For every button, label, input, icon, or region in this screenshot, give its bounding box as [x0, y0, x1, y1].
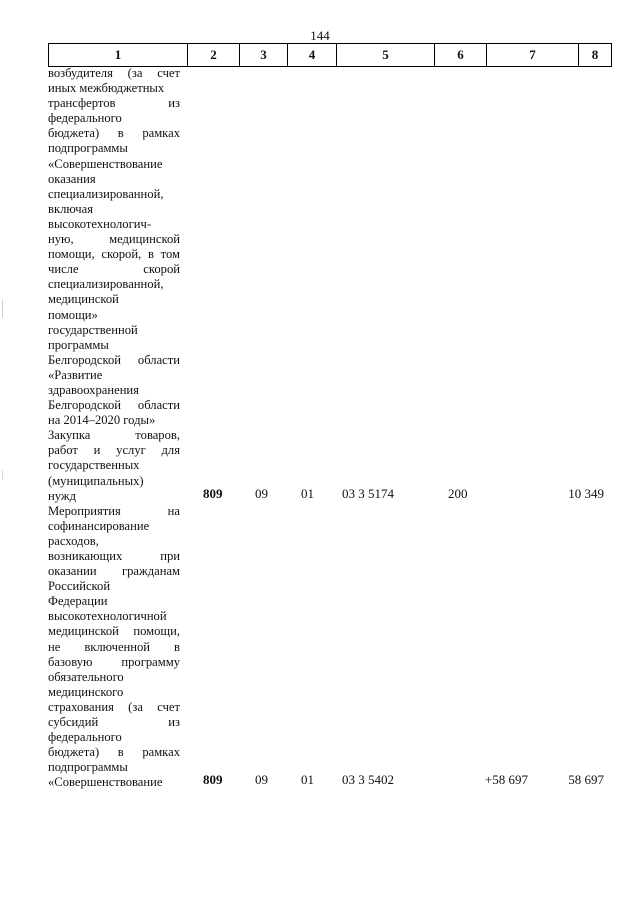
- description-line: здравоохранения: [48, 382, 139, 397]
- description-line: включая: [48, 201, 93, 216]
- description-line: Закупка товаров,: [48, 428, 180, 443]
- description-line: бюджета) в рамках: [48, 745, 180, 760]
- row-col-2: 809: [203, 486, 223, 501]
- table-row: [48, 772, 612, 788]
- page-number: 144: [310, 28, 330, 43]
- description-line: специализированной,: [48, 186, 164, 201]
- description-line: Федерации: [48, 594, 108, 609]
- description-line: федерального: [48, 730, 122, 745]
- header-col-8: 8: [578, 44, 612, 66]
- description-line: (муниципальных): [48, 473, 144, 488]
- header-col-4: 4: [287, 44, 336, 66]
- row-col-3: 09: [255, 772, 268, 787]
- description-line: оказания: [48, 171, 96, 186]
- description-line: расходов,: [48, 533, 99, 548]
- table-row: [48, 486, 612, 502]
- description-line: обязательного: [48, 669, 124, 684]
- description-line: помощи, скорой, в том: [48, 247, 180, 262]
- description-line: возникающих при: [48, 549, 180, 563]
- description-line: подпрограммы: [48, 760, 128, 775]
- description-line: субсидий из: [48, 715, 180, 730]
- description-line: на 2014–2020 годы»: [48, 413, 156, 428]
- description-line: Российской: [48, 579, 111, 594]
- description-line: не включенной в: [48, 639, 180, 654]
- scan-artifact: [2, 300, 3, 318]
- description-line: иных межбюджетных: [48, 81, 165, 96]
- description-line: «Развитие: [48, 367, 103, 382]
- header-col-2: 2: [187, 44, 239, 66]
- budget-table: [48, 43, 612, 790]
- description-line: Мероприятия на: [48, 503, 180, 518]
- description-line: числе скорой: [48, 262, 180, 277]
- description-line: Белгородской области: [48, 398, 180, 413]
- description-line: медицинской помощи,: [48, 624, 180, 639]
- description-line: специализированной,: [48, 277, 164, 292]
- header-col-1: 1: [48, 44, 187, 66]
- description-line: оказании гражданам: [48, 564, 180, 579]
- row-col-8: 58 697: [568, 772, 604, 787]
- description-line: программы: [48, 337, 109, 352]
- row-col-2: 809: [203, 772, 223, 787]
- header-col-3: 3: [239, 44, 287, 66]
- description-line: помощи»: [48, 307, 98, 322]
- description-line: медицинского: [48, 684, 124, 699]
- row-col-8: 10 349: [568, 486, 604, 501]
- description-line: возбудителя (за счет: [48, 66, 180, 80]
- row-col-4: 01: [301, 772, 314, 787]
- description-line: страхования (за счет: [48, 699, 180, 714]
- description-line: «Совершенствование: [48, 156, 163, 171]
- description-line: государственных: [48, 458, 140, 473]
- description-line: высокотехнологич-: [48, 216, 152, 231]
- description-line: базовую программу: [48, 654, 180, 669]
- header-col-5: 5: [336, 44, 434, 66]
- description-line: медицинской: [48, 292, 119, 307]
- row-col-6: 200: [448, 486, 468, 501]
- row-col-5: 03 3 5174: [342, 486, 394, 501]
- row-col-4: 01: [301, 486, 314, 501]
- description-line: Белгородской области: [48, 352, 180, 367]
- row-col-5: 03 3 5402: [342, 772, 394, 787]
- description-line: ную, медицинской: [48, 232, 180, 247]
- description-line: софинансирование: [48, 518, 150, 533]
- description-line: высокотехнологичной: [48, 609, 167, 624]
- description-line: бюджета) в рамках: [48, 126, 180, 141]
- description-line: работ и услуг для: [48, 443, 180, 458]
- header-col-6: 6: [434, 44, 486, 66]
- row-col-3: 09: [255, 486, 268, 501]
- description-line: трансфертов из: [48, 96, 180, 111]
- description-line: государственной: [48, 322, 138, 337]
- scan-artifact: [2, 470, 3, 480]
- description-column: [48, 66, 180, 791]
- description-line: федерального: [48, 111, 122, 126]
- description-line: подпрограммы: [48, 141, 128, 156]
- description-line: нужд: [48, 488, 76, 503]
- row-col-7: +58 697: [484, 772, 528, 787]
- description-line: «Совершенствование: [48, 775, 163, 790]
- table-header: [48, 43, 612, 67]
- header-col-7: 7: [486, 44, 578, 66]
